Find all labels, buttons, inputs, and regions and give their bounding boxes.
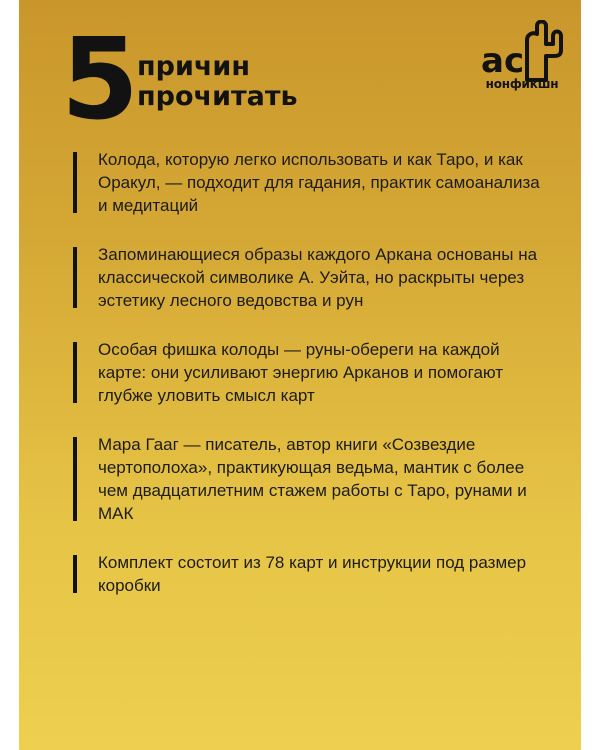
- reason-item-5: [73, 551, 543, 597]
- reason-item-3: [73, 338, 543, 407]
- reason-bar: [73, 247, 77, 308]
- headline: [137, 52, 298, 112]
- publisher-logo: [477, 20, 567, 100]
- reason-text: Запоминающиеся образы каждого Аркана основаны на классической символике А. Уэйта, но раскрыты через эстетику лесного ведовства и рун: [98, 245, 538, 310]
- reason-text: Мара Гааг — писатель, автор книги «Созвездие чертополоха», практикующая ведьма, мантик с более чем двадцатилетним стажем работы с Таро, рунами и МАК: [98, 435, 527, 523]
- reason-text: Особая фишка колоды — руны-обереги на каждой карте: они усиливают энергию Арканов и помогают глубже уловить смысл карт: [98, 340, 504, 405]
- reason-bar: [73, 342, 77, 403]
- reason-bar: [73, 152, 77, 213]
- headline-line-2: прочитать: [137, 81, 298, 112]
- logo-letters: ас: [481, 41, 525, 81]
- reason-item-1: [73, 148, 543, 217]
- reason-text: Колода, которую легко использовать и как Таро, и как Оракул, — подходит для гадания, практик самоанализа и медитаций: [98, 150, 540, 215]
- reason-text: Комплект состоит из 78 карт и инструкции под размер коробки: [98, 553, 527, 595]
- headline-line-1: причин: [137, 51, 251, 82]
- reason-bar: [73, 555, 77, 593]
- reason-item-2: [73, 243, 543, 312]
- reasons-count: 5: [61, 15, 137, 145]
- logo-word: нонфикшн: [485, 77, 559, 91]
- promo-card: [19, 0, 581, 750]
- reason-item-4: [73, 433, 543, 525]
- reasons-list: [73, 148, 543, 623]
- reason-bar: [73, 437, 77, 521]
